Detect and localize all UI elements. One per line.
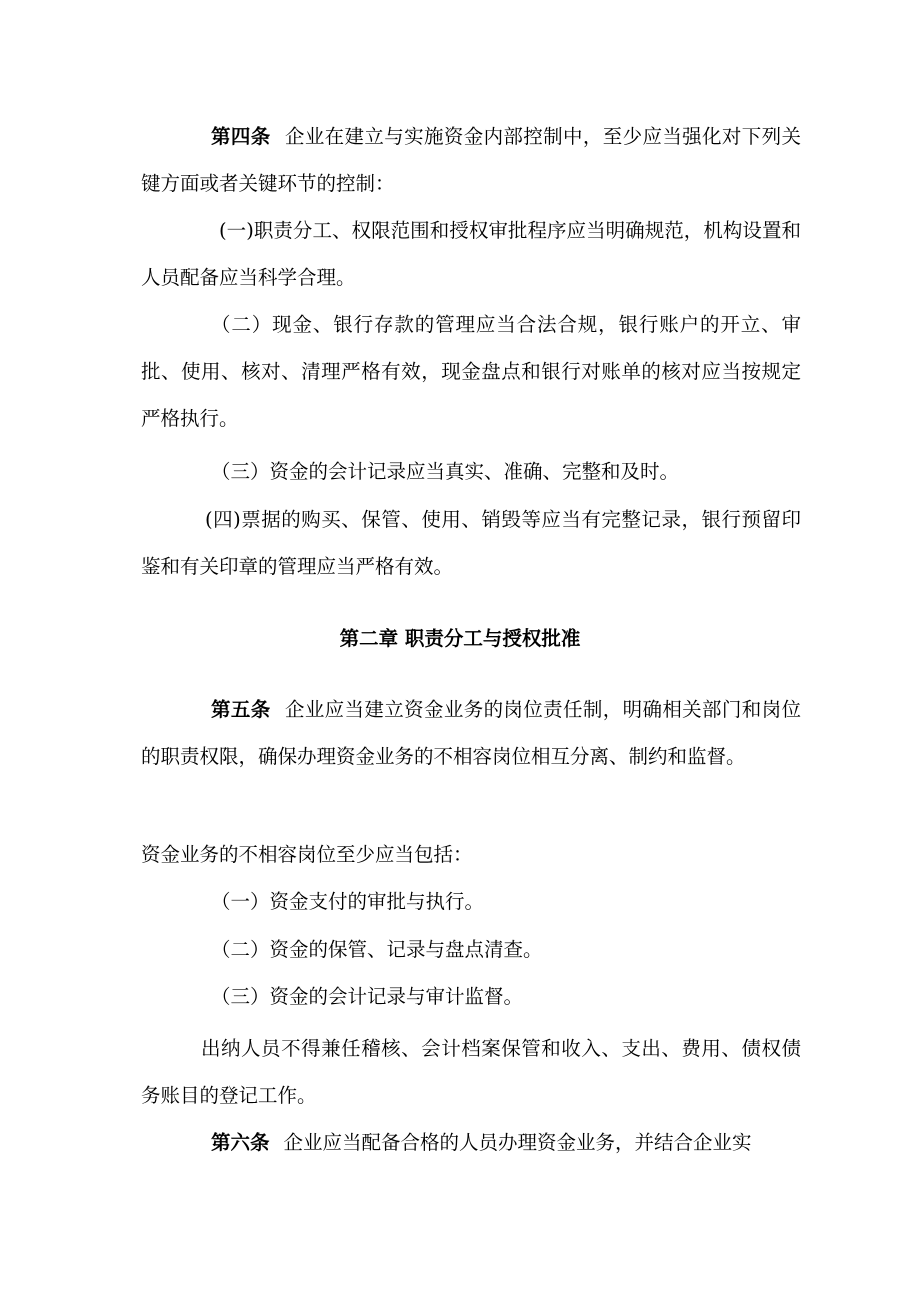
- article-4-item-4: (四)票据的购买、保管、使用、销毁等应当有完整记录，银行预留印鉴和有关印章的管理应当严格有效。: [141, 508, 801, 578]
- cashier-rule-paragraph: 出纳人员不得兼任稽核、会计档案保管和收入、支出、费用、债权债务账目的登记工作。: [141, 1037, 801, 1107]
- article-6-heading: 第六条: [211, 1131, 270, 1154]
- article-5-item-1: （一）资金支付的审批与执行。: [211, 890, 485, 913]
- article-4-item-2: （二）现金、银行存款的管理应当合法合规，银行账户的开立、审批、使用、核对、清理严格有效，现金盘点和银行对账单的核对应当按规定严格执行。: [141, 313, 801, 430]
- article-5-body: 企业应当建立资金业务的岗位责任制，明确相关部门和岗位的职责权限，确保办理资金业务的不相容岗位相互分离、制约和监督。: [141, 698, 801, 768]
- article-4-paragraph: [141, 113, 801, 207]
- article-4-item-1: (一)职责分工、权限范围和授权审批程序应当明确规范，机构设置和人员配备应当科学合理。: [141, 219, 801, 289]
- article-4-item-3: （三）资金的会计记录应当真实、准确、完整和及时。: [211, 460, 680, 483]
- article-5-heading: 第五条: [211, 698, 271, 721]
- incompatible-positions-intro: 资金业务的不相容岗位至少应当包括：: [141, 843, 473, 866]
- article-5-paragraph: [141, 686, 801, 780]
- article-6-body: 企业应当配备合格的人员办理资金业务，并结合企业实: [283, 1131, 752, 1154]
- article-4-body: 企业在建立与实施资金内部控制中，至少应当强化对下列关键方面或者关键环节的控制：: [141, 125, 801, 195]
- article-4-heading: 第四条: [211, 125, 271, 148]
- article-5-item-2: （二）资金的保管、记录与盘点清查。: [211, 938, 543, 961]
- chapter-2-title: 第二章 职责分工与授权批准: [339, 627, 581, 650]
- article-6-paragraph: [141, 1119, 801, 1166]
- article-5-item-3: （三）资金的会计记录与审计监督。: [211, 985, 524, 1008]
